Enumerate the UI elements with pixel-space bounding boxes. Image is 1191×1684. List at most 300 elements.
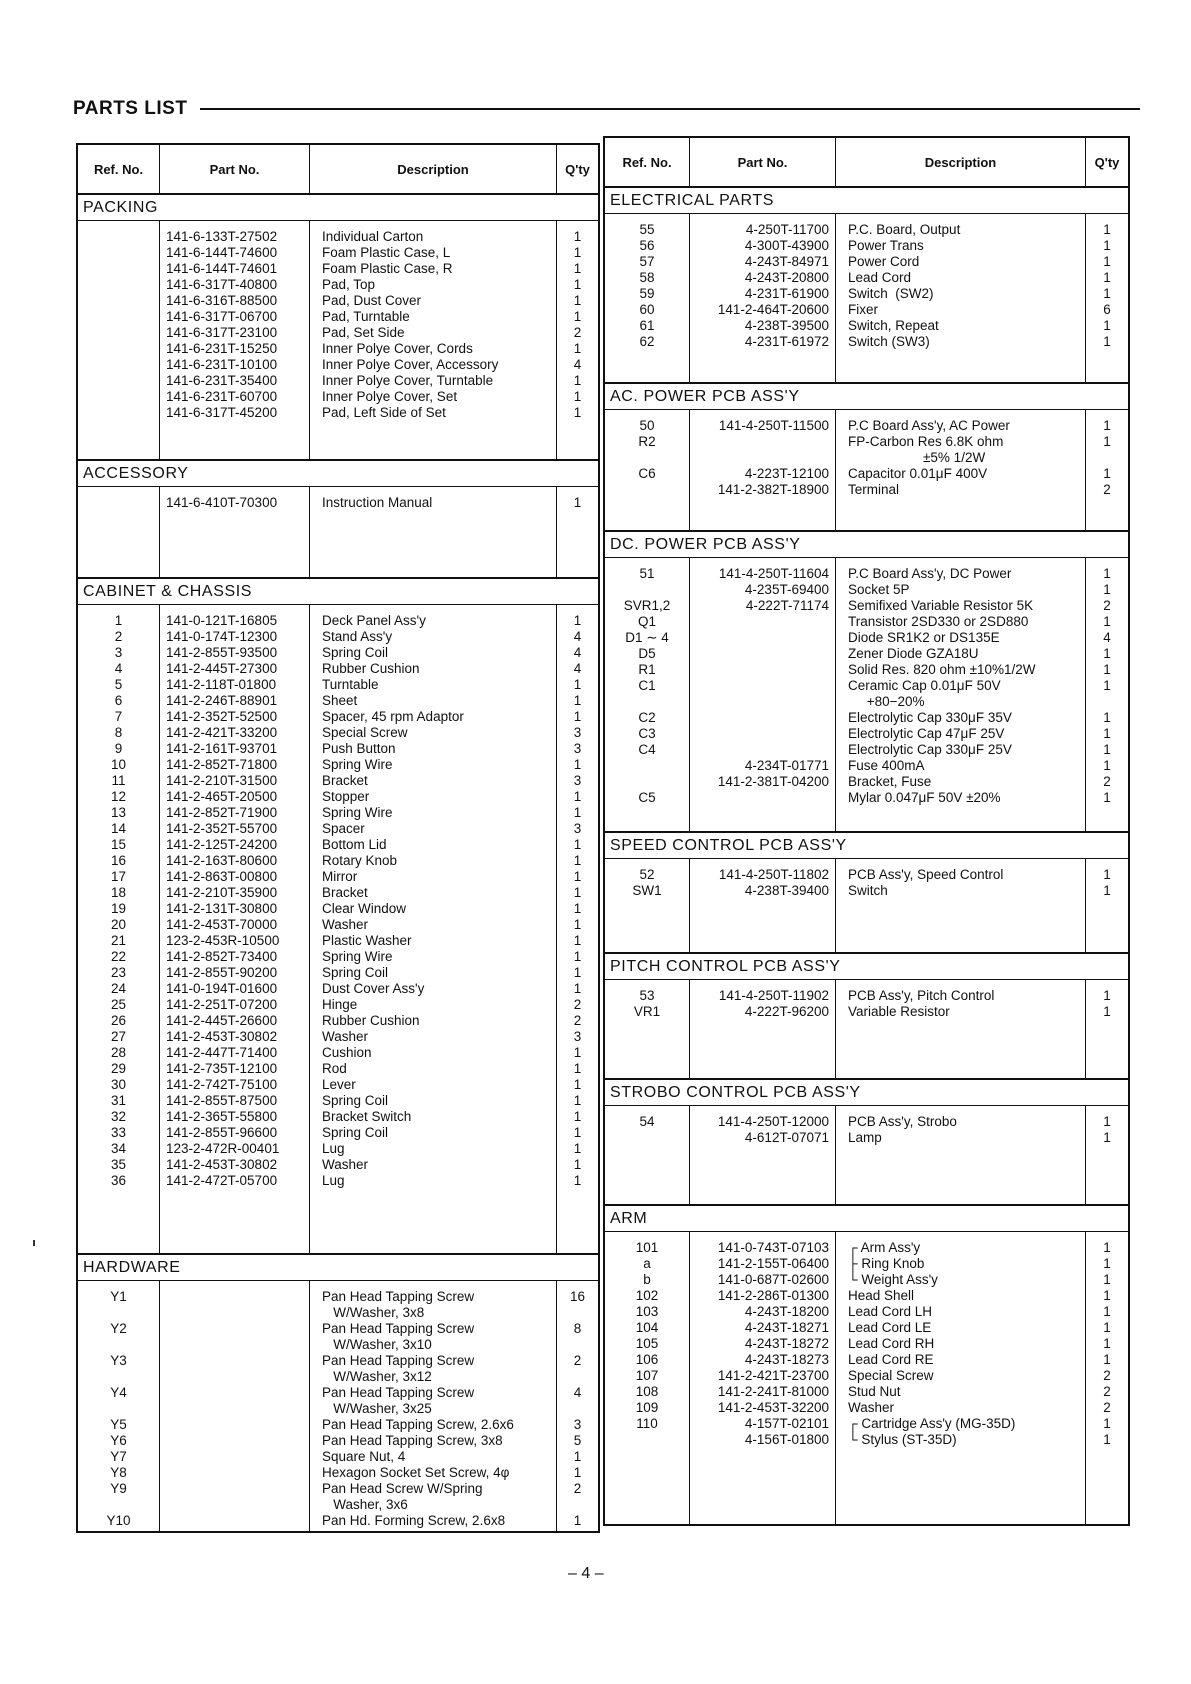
qty-column [557, 487, 598, 577]
table-cell: 34 [110, 1141, 127, 1156]
table-cell [690, 678, 829, 694]
table-cell: 2 [573, 1013, 582, 1028]
table-cell: Bracket [322, 773, 368, 788]
table-cell: 141-2-453T-30802 [166, 1157, 278, 1172]
table-cell: 1 [573, 389, 582, 404]
table-cell: 141-2-286T-01300 [717, 1288, 829, 1303]
header-description: Description [310, 145, 557, 193]
table-cell: 1 [573, 981, 582, 996]
table-cell: Ceramic Cap 0.01μF 50V [848, 678, 1001, 693]
part-no-column [690, 1232, 836, 1526]
table-cell: 141-6-231T-10100 [166, 357, 278, 372]
table-cell: 1 [1103, 1320, 1111, 1335]
table-cell [78, 1401, 159, 1417]
table-cell [557, 1369, 598, 1385]
table-cell: 1 [573, 1449, 582, 1464]
table-cell: 1 [1103, 867, 1111, 882]
table-cell: 141-2-118T-01800 [166, 677, 277, 692]
table-cell: 4 [573, 661, 582, 676]
table-cell: 141-4-250T-11604 [718, 566, 829, 581]
description-column [836, 980, 1086, 1078]
table-cell: Electrolytic Cap 330μF 35V [848, 710, 1012, 725]
table-cell: 12 [110, 789, 127, 804]
table-cell [78, 293, 159, 309]
table-cell: Mylar 0.047μF 50V ±20% [848, 790, 1001, 805]
table-cell: W/Washer, 3x25 [322, 1401, 432, 1416]
section-title: SPEED CONTROL PCB ASS'Y [605, 833, 1128, 859]
table-cell: 51 [639, 566, 655, 581]
table-cell: 1 [573, 789, 582, 804]
table-cell: 26 [110, 1013, 127, 1028]
table-cell: 1 [1103, 566, 1111, 581]
section-body [605, 410, 1128, 532]
table-cell: 141-0-174T-12300 [166, 629, 278, 644]
table-cell: 1 [573, 933, 582, 948]
table-cell: 141-2-465T-20500 [166, 789, 278, 804]
table-cell: Lug [322, 1141, 345, 1156]
table-cell [166, 1497, 309, 1513]
table-cell: 1 [1103, 883, 1111, 898]
table-cell: R2 [638, 434, 656, 449]
table-cell: Washer [322, 1157, 369, 1172]
table-cell: 14 [110, 821, 127, 836]
description-column [310, 487, 557, 577]
table-cell: Inner Polye Cover, Cords [322, 341, 473, 356]
qty-column [557, 605, 598, 1253]
table-cell: 6 [1103, 302, 1111, 317]
table-cell: Y8 [110, 1465, 127, 1480]
table-cell: Spring Wire [322, 805, 393, 820]
table-cell: 1 [573, 709, 582, 724]
table-cell: PCB Ass'y, Strobo [848, 1114, 957, 1129]
table-cell: 62 [639, 334, 655, 349]
table-cell: 1 [573, 1513, 582, 1528]
table-cell [690, 694, 829, 710]
table-cell: Spring Coil [322, 1125, 389, 1140]
table-cell: 1 [1103, 466, 1111, 481]
table-cell: 1 [1103, 254, 1111, 269]
table-cell: 141-6-317T-40800 [166, 277, 278, 292]
table-cell: 1 [1103, 1240, 1111, 1255]
table-cell [690, 726, 829, 742]
table-cell: Spacer, 45 rpm Adaptor [322, 709, 464, 724]
table-cell [690, 614, 829, 630]
table-cell: 1 [1103, 1416, 1111, 1431]
table-cell: 57 [639, 254, 655, 269]
table-cell: 2 [1103, 1400, 1111, 1415]
table-cell: Pad, Turntable [322, 309, 410, 324]
table-cell [690, 630, 829, 646]
table-cell: 3 [573, 725, 582, 740]
description-column [310, 605, 557, 1253]
table-cell: Mirror [322, 869, 358, 884]
table-cell: 1 [573, 869, 582, 884]
table-cell: Plastic Washer [322, 933, 412, 948]
table-cell: 1 [1103, 1432, 1111, 1447]
qty-column [1086, 1106, 1128, 1204]
table-cell: P.C Board Ass'y, DC Power [848, 566, 1012, 581]
table-cell: 110 [636, 1416, 658, 1431]
ref-column [78, 1281, 160, 1533]
table-cell: 141-6-316T-88500 [166, 293, 278, 308]
table-cell: 141-2-855T-96600 [166, 1125, 278, 1140]
table-cell [78, 325, 159, 341]
table-cell: Semifixed Variable Resistor 5K [848, 598, 1034, 613]
table-cell: 102 [635, 1288, 659, 1303]
description-column [836, 859, 1086, 952]
table-cell: C4 [638, 742, 656, 757]
table-cell: 25 [110, 997, 127, 1012]
section-title: ACCESSORY [78, 461, 598, 487]
table-cell: 141-2-421T-33200 [166, 725, 278, 740]
table-cell: 123-2-472R-00401 [166, 1141, 280, 1156]
table-cell: 4-238T-39400 [744, 883, 829, 898]
table-cell: PCB Ass'y, Speed Control [848, 867, 1004, 882]
table-cell: 141-6-231T-35400 [166, 373, 278, 388]
table-cell [78, 373, 159, 389]
header-qty: Q'ty [1094, 154, 1120, 170]
table-cell: 10 [110, 757, 127, 772]
table-cell [605, 694, 689, 710]
table-cell: 2 [573, 1353, 582, 1368]
table-cell: 4-156T-01800 [744, 1432, 829, 1447]
table-cell: 1 [573, 853, 582, 868]
table-cell: 1 [573, 341, 582, 356]
table-cell: Rubber Cushion [322, 661, 420, 676]
table-cell [605, 1130, 689, 1146]
table-header [78, 145, 598, 195]
table-cell: 141-2-445T-26600 [166, 1013, 278, 1028]
table-cell: 141-2-447T-71400 [166, 1045, 278, 1060]
table-cell: 1 [1103, 1272, 1111, 1287]
table-cell: Pad, Top [322, 277, 376, 292]
table-cell: 2 [1103, 774, 1111, 789]
table-cell: Spring Coil [322, 1093, 389, 1108]
qty-column [1086, 214, 1128, 382]
table-cell [690, 450, 829, 466]
table-cell: 24 [110, 981, 127, 996]
section-body [605, 1232, 1128, 1526]
table-cell: 141-2-742T-75100 [166, 1077, 278, 1092]
table-cell: 141-2-855T-90200 [166, 965, 278, 980]
table-cell: Rod [322, 1061, 347, 1076]
table-cell: Y1 [110, 1289, 127, 1304]
table-cell: 1 [573, 613, 582, 628]
section-title: DC. POWER PCB ASS'Y [605, 532, 1128, 558]
page-title: PARTS LIST [73, 98, 188, 119]
table-cell: 1 [1103, 790, 1111, 805]
table-cell: Special Screw [848, 1368, 934, 1383]
table-cell: 4 [573, 357, 582, 372]
table-cell: ┌ Arm Ass'y [848, 1240, 921, 1255]
part-no-column [160, 221, 310, 459]
table-cell: 29 [110, 1061, 127, 1076]
table-cell: 141-0-743T-07103 [717, 1240, 829, 1255]
table-cell: 58 [639, 270, 655, 285]
part-no-column [690, 558, 836, 831]
table-cell: 141-6-231T-60700 [166, 389, 278, 404]
table-cell: Cushion [322, 1045, 372, 1060]
table-cell: 141-4-250T-11500 [718, 418, 829, 433]
table-cell: 1 [1103, 1288, 1111, 1303]
table-cell: C1 [638, 678, 656, 693]
table-cell [78, 229, 159, 245]
part-no-column [160, 487, 310, 577]
table-cell: 3 [573, 821, 582, 836]
table-cell [166, 1305, 309, 1321]
table-cell: Square Nut, 4 [322, 1449, 406, 1464]
table-cell [690, 434, 829, 450]
table-cell: 108 [635, 1384, 659, 1399]
table-cell: Y7 [110, 1449, 127, 1464]
section-body [78, 605, 598, 1255]
table-cell: 1 [573, 1465, 582, 1480]
section-body [78, 1281, 598, 1533]
table-cell [690, 662, 829, 678]
section-title: STROBO CONTROL PCB ASS'Y [605, 1080, 1128, 1106]
table-cell: 4 [573, 645, 582, 660]
table-cell: Lead Cord LE [848, 1320, 932, 1335]
table-cell: 1 [573, 1061, 582, 1076]
table-cell: 6 [114, 693, 123, 708]
table-cell: 1 [1103, 988, 1111, 1003]
table-cell: 141-0-687T-02600 [717, 1272, 829, 1287]
table-cell [605, 582, 689, 598]
table-cell [166, 1369, 309, 1385]
table-cell: 4-250T-11700 [745, 222, 829, 237]
table-cell: 4-222T-96200 [744, 1004, 829, 1019]
table-cell: Zener Diode GZA18U [848, 646, 979, 661]
table-cell: 1 [1103, 758, 1111, 773]
table-cell: 1 [573, 261, 582, 276]
table-cell: W/Washer, 3x12 [322, 1369, 432, 1384]
table-cell: Q1 [637, 614, 656, 629]
table-cell: Switch, Repeat [848, 318, 939, 333]
table-cell: 4-243T-18273 [744, 1352, 829, 1367]
table-cell: Lead Cord LH [848, 1304, 933, 1319]
table-cell: 141-2-464T-20600 [717, 302, 829, 317]
table-cell [78, 309, 159, 325]
qty-column [1086, 410, 1128, 530]
table-cell: 1 [1103, 270, 1111, 285]
table-cell: 31 [110, 1093, 127, 1108]
table-cell: 1 [1103, 222, 1111, 237]
table-cell: Clear Window [322, 901, 407, 916]
description-column [836, 1106, 1086, 1204]
table-cell: 1 [573, 277, 582, 292]
header-qty: Q'ty [565, 161, 590, 177]
table-cell: Fuse 400mA [848, 758, 925, 773]
table-cell: Inner Polye Cover, Turntable [322, 373, 494, 388]
scan-mark [33, 1240, 35, 1246]
table-cell [166, 1385, 309, 1401]
table-cell: 101 [635, 1240, 659, 1255]
section-title: CABINET & CHASSIS [78, 579, 598, 605]
table-cell: Y6 [110, 1433, 127, 1448]
table-cell: 20 [110, 917, 127, 932]
table-cell: Pan Head Tapping Screw [322, 1289, 475, 1304]
table-cell: Washer [848, 1400, 895, 1415]
table-cell: 141-2-352T-55700 [166, 821, 278, 836]
table-cell: 2 [1103, 1384, 1111, 1399]
table-cell: 109 [635, 1400, 659, 1415]
table-cell: Pan Head Screw W/Spring [322, 1481, 483, 1496]
table-cell: 103 [635, 1304, 659, 1319]
table-cell: 7 [114, 709, 123, 724]
table-cell: 50 [639, 418, 655, 433]
table-cell [78, 389, 159, 405]
table-cell: Capacitor 0.01μF 400V [848, 466, 988, 481]
title-rule [200, 108, 1140, 110]
table-cell [78, 1337, 159, 1353]
table-cell: 141-2-381T-04200 [717, 774, 829, 789]
table-cell: 141-4-250T-11902 [718, 988, 829, 1003]
ref-column [605, 859, 690, 952]
table-cell: 4-612T-07071 [744, 1130, 829, 1145]
table-cell [166, 1289, 309, 1305]
table-cell: 141-2-131T-30800 [166, 901, 278, 916]
table-cell: 1 [1103, 286, 1111, 301]
table-cell: 1 [573, 229, 582, 244]
table-cell: 123-2-453R-10500 [166, 933, 280, 948]
table-cell [166, 1513, 309, 1529]
table-cell: Inner Polye Cover, Set [322, 389, 458, 404]
table-cell: 141-2-352T-52500 [166, 709, 278, 724]
table-cell: 3 [573, 773, 582, 788]
table-cell: 141-2-382T-18900 [717, 482, 829, 497]
description-column [310, 221, 557, 459]
table-cell: Spring Wire [322, 949, 393, 964]
section-body [605, 214, 1128, 384]
table-cell: 141-6-231T-15250 [166, 341, 278, 356]
table-cell: Washer, 3x6 [322, 1497, 408, 1512]
table-cell: 1 [573, 837, 582, 852]
table-cell: 1 [573, 949, 582, 964]
table-cell: 8 [573, 1321, 582, 1336]
table-cell: 1 [573, 677, 582, 692]
table-cell: └ Weight Ass'y [848, 1272, 938, 1287]
table-cell: Y5 [110, 1417, 127, 1432]
table-cell: ┌ Cartridge Ass'y (MG-35D) [848, 1416, 1016, 1431]
table-cell: 141-6-144T-74601 [166, 261, 278, 276]
table-cell: Lamp [848, 1130, 882, 1145]
table-cell: 141-2-453T-70000 [166, 917, 278, 932]
table-cell: Pan Hd. Forming Screw, 2.6x8 [322, 1513, 506, 1528]
table-cell: ±5% 1/2W [848, 450, 986, 465]
table-cell: 59 [639, 286, 655, 301]
table-cell: 104 [635, 1320, 659, 1335]
table-cell: Lug [322, 1173, 345, 1188]
section-title: HARDWARE [78, 1255, 598, 1281]
table-cell [166, 1417, 309, 1433]
table-cell: 35 [110, 1157, 127, 1172]
part-no-column [690, 410, 836, 530]
table-cell: 2 [573, 1481, 582, 1496]
table-cell: 4-223T-12100 [744, 466, 829, 481]
table-cell: 4-231T-61972 [744, 334, 829, 349]
table-cell: Pan Head Tapping Screw [322, 1353, 475, 1368]
table-cell: 4-238T-39500 [744, 318, 829, 333]
table-cell: 1 [573, 965, 582, 980]
table-cell: 141-2-210T-31500 [166, 773, 278, 788]
table-cell: 141-2-246T-88901 [166, 693, 278, 708]
part-no-column [690, 214, 836, 382]
table-cell: Pad, Left Side of Set [322, 405, 446, 420]
description-column [836, 410, 1086, 530]
table-cell: 141-4-250T-11802 [718, 867, 829, 882]
table-cell: VR1 [633, 1004, 661, 1019]
table-cell: Head Shell [848, 1288, 915, 1303]
table-cell: 4 [573, 1385, 582, 1400]
table-cell: W/Washer, 3x10 [322, 1337, 432, 1352]
table-cell: 107 [635, 1368, 659, 1383]
table-cell: 56 [639, 238, 655, 253]
qty-column [1086, 1232, 1128, 1526]
table-cell: 22 [110, 949, 127, 964]
table-cell: Spacer [322, 821, 365, 836]
table-cell: Socket 5P [848, 582, 910, 597]
description-column [836, 558, 1086, 831]
table-cell: 1 [1103, 318, 1111, 333]
table-cell: Y3 [110, 1353, 127, 1368]
header-part-no: Part No. [690, 138, 836, 186]
table-cell: 3 [573, 741, 582, 756]
table-cell: 9 [114, 741, 123, 756]
table-cell: 4-243T-18200 [744, 1304, 829, 1319]
table-cell: Pan Head Tapping Screw, 2.6x6 [322, 1417, 514, 1432]
table-cell: 1 [1103, 1256, 1111, 1271]
table-cell: 1 [1103, 1352, 1111, 1367]
section-title: PITCH CONTROL PCB ASS'Y [605, 954, 1128, 980]
ref-column [605, 980, 690, 1078]
table-cell: D5 [638, 646, 656, 661]
table-cell: 1 [114, 613, 123, 628]
table-cell [557, 1497, 598, 1513]
table-cell [166, 1353, 309, 1369]
table-cell: 1 [573, 495, 582, 510]
table-cell [1086, 450, 1128, 466]
table-cell: SVR1,2 [623, 598, 671, 613]
ref-column [605, 1232, 690, 1526]
table-cell: D1 ∼ 4 [625, 630, 669, 645]
table-cell: Y10 [106, 1513, 131, 1528]
table-cell: 4 [1103, 630, 1111, 645]
table-cell: 141-0-121T-16805 [166, 613, 278, 628]
table-cell: 141-2-421T-23700 [717, 1368, 829, 1383]
table-cell: 8 [114, 725, 123, 740]
section-title: AC. POWER PCB ASS'Y [605, 384, 1128, 410]
table-cell: 1 [1103, 582, 1111, 597]
header-ref: Ref. No. [605, 138, 690, 186]
table-cell: 1 [1103, 434, 1111, 449]
table-cell: Stand Ass'y [322, 629, 393, 644]
table-cell: 141-2-855T-93500 [166, 645, 278, 660]
table-cell: 30 [110, 1077, 127, 1092]
table-cell: Rotary Knob [322, 853, 398, 868]
table-cell: 141-2-161T-93701 [166, 741, 278, 756]
table-cell: 1 [1103, 614, 1111, 629]
table-cell: 5 [573, 1433, 582, 1448]
table-cell: 4-235T-69400 [744, 582, 829, 597]
table-cell [166, 1321, 309, 1337]
table-cell: 3 [573, 1417, 582, 1432]
table-cell: Spring Coil [322, 965, 389, 980]
table-cell [78, 341, 159, 357]
table-cell: 27 [110, 1029, 127, 1044]
table-cell: P.C Board Ass'y, AC Power [848, 418, 1010, 433]
table-cell: 141-6-144T-74600 [166, 245, 278, 260]
table-cell: P.C. Board, Output [848, 222, 961, 237]
